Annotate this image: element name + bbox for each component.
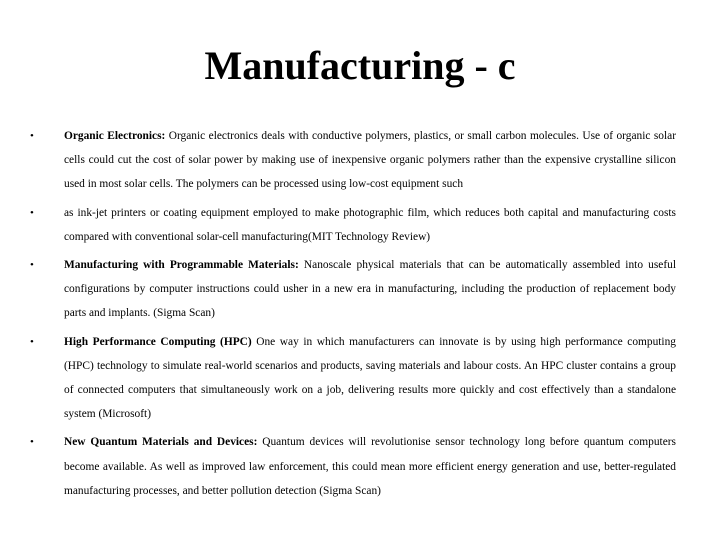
bullet-marker: •	[30, 206, 34, 219]
bullet-item-programmable-materials	[30, 253, 676, 326]
bullet-text: Nanoscale physical materials that can be automatically assembled into useful configurations by computer instructions could usher in a new era in manufacturing, including the production of replacement body parts and implants. (Sigma Scan)	[64, 259, 676, 320]
bullet-heading: New Quantum Materials and Devices:	[64, 436, 258, 449]
bullet-list	[30, 124, 676, 507]
bullet-text: Quantum devices will revolutionise sensor technology long before quantum computers become available. As well as improved law enforcement, this could mean more efficient energy generation and use, better-regulated manufacturing processes, and better pollution detection (Sigma Scan)	[64, 436, 676, 497]
slide-title: Manufacturing - c	[204, 43, 516, 88]
bullet-text: Organic electronics deals with conductive polymers, plastics, or small carbon molecules. Use of organic solar cells could cut the cost of solar power by making use of inexpensive organic polymers rather than the expensive crystalline silicon used in most solar cells. The polymers can be processed using low-cost equipment such	[64, 130, 677, 191]
bullet-heading: Manufacturing with Programmable Materials:	[64, 259, 299, 272]
bullet-marker: •	[30, 335, 34, 348]
bullet-text: as ink-jet printers or coating equipment employed to make photographic film, which reduces both capital and manufacturing costs compared with conventional solar-cell manufacturing(MIT Technology Review)	[64, 206, 676, 243]
bullet-marker: •	[30, 436, 34, 449]
bullet-text: One way in which manufacturers can innovate is by using high performance computing (HPC) technology to simulate real-world scenarios and products, saving materials and labour costs. An HPC cluster contains a group of connected computers that simultaneously work on a job, delivering results more quickly and cost effectively than a standalone system (Microsoft)	[64, 335, 676, 421]
bullet-heading: High Performance Computing (HPC)	[64, 335, 252, 348]
bullet-marker: •	[30, 130, 34, 142]
bullet-item-high-performance-computing	[30, 330, 676, 427]
bullet-item-quantum-materials	[30, 430, 676, 503]
bullet-heading: Organic Electronics:	[64, 130, 166, 142]
bullet-item-ink-jet-printers	[30, 201, 676, 249]
bullet-item-organic-electronics	[30, 124, 676, 197]
bullet-marker: •	[30, 259, 34, 272]
